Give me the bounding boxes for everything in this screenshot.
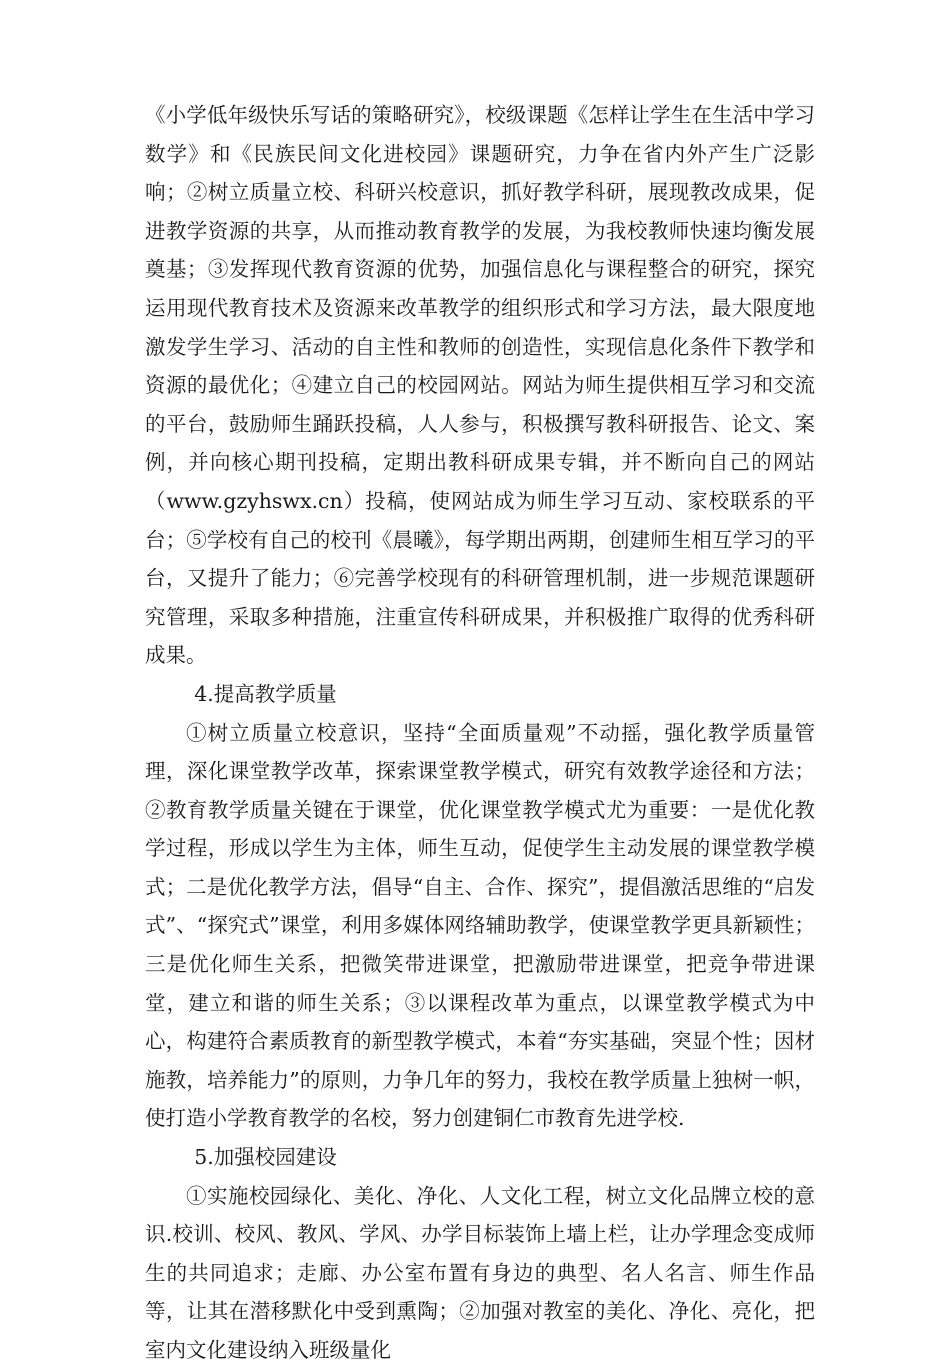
section-heading-campus-construction: 5.加强校园建设 [194,1145,337,1170]
paragraph-teaching-quality: ①树立质量立校意识，坚持“全面质量观”不动摇，强化教学质量管理，深化课堂教学改革，探索课堂教学模式，研究有效教学途径和方法；②教育教学质量关键在于课堂，优化课堂教学模式尤为重要：一是优化教学过程，形成以学生为主体，师生互动，促使学生主动发展的课堂教学模式；二是优化教学方法，倡导“自主、合作、探究”，提倡激活思维的“启发式”、“探究式”课堂，利用多媒体网络辅助教学，使课堂教学更具新颖性；三是优化师生关系，把微笑带进课堂，把激励带进课堂，把竞争带进课堂，建立和谐的师生关系；③以课程改革为重点，以课堂教学模式为中心，构建符合素质教育的新型教学模式，本着“夯实基础，突显个性；因材施教，培养能力”的原则，力争几年的努力，我校在教学质量上独树一帜，使打造小学教育教学的名校，努力创建铜仁市教育先进学校. [145,720,815,1131]
section-heading-teaching-quality: 4.提高教学质量 [194,681,337,706]
document-body [145,96,815,1370]
paragraph-campus-construction: ①实施校园绿化、美化、净化、人文化工程，树立文化品牌立校的意识.校训、校风、教风、学风、办学目标装饰上墙上栏，让办学理念变成师生的共同追求；走廊、办公室布置有身边的典型、名人名言、师生作品等，让其在潜移默化中受到熏陶；②加强对教室的美化、净化、亮化，把室内文化建设纳入班级量化 [145,1183,815,1362]
paragraph-research-topics: 《小学低年级快乐写话的策略研究》，校级课题《怎样让学生在生活中学习数学》和《民族民间文化进校园》课题研究，力争在省内外产生广泛影响；②树立质量立校、科研兴校意识，抓好教学科研，展现教改成果，促进教学资源的共享，从而推动教育教学的发展，为我校教师快速均衡发展奠基；③发挥现代教育资源的优势，加强信息化与课程整合的研究，探究运用现代教育技术及资源来改革教学的组织形式和学习方法，最大限度地激发学生学习、活动的自主性和教师的创造性，实现信息化条件下教学和资源的最优化；④建立自己的校园网站。网站为师生提供相互学习和交流的平台，鼓励师生踊跃投稿，人人参与，积极撰写教科研报告、论文、案例，并向核心期刊投稿，定期出教科研成果专辑，并不断向自己的网站（www.gzyhswx.cn）投稿，使网站成为师生学习互动、家校联系的平台；⑤学校有自己的校刊《晨曦》，每学期出两期，创建师生相互学习的平台，又提升了能力；⑥完善学校现有的科研管理机制，进一步规范课题研究管理，采取多种措施，注重宣传科研成果，并积极推广取得的优秀科研成果。 [145,103,815,668]
